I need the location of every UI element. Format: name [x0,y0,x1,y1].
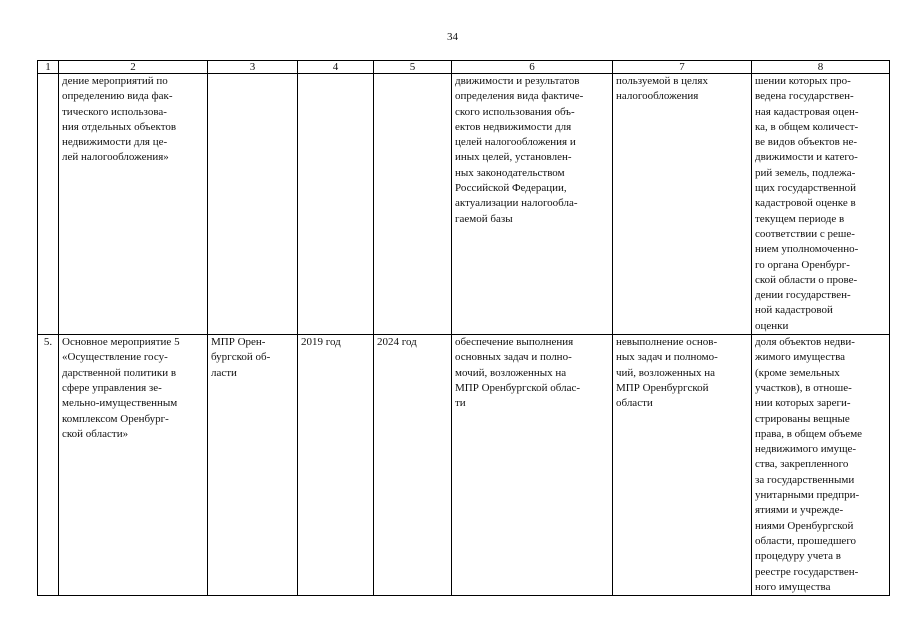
start-year-cell: 2019 год [298,335,374,596]
indicator-cell: доля объектов недви- жимого имущества (кроме земельных участков), в отноше- нии которых зареги- стрированы вещные права, в общем объеме недвижимого имуще- ства, закрепленного за государственными унитарными предпри- ятиями и учрежде- ниями Оренбургской области, прошедшего процедуру учета в реестре государствен- ного имущества [752,335,890,596]
column-header-2: 2 [59,61,208,74]
column-header-7: 7 [613,61,752,74]
header-row [38,61,890,74]
indicator-cell: шении которых про- ведена государствен- ная кадастровая оцен- ка, в общем количест- ве видов объектов не- движимости и катего- рий земель, подлежа- щих государственной кадастровой оценке в текущем периоде в соответствии с реше- нием уполномоченно- го органа Оренбург- ской области о прове- дении государствен- ной кадастровой оценки [752,74,890,335]
page-number: 34 [447,31,458,43]
measure-name-cell: дение мероприятий по определению вида фак- тического использова- ния отдельных объектов недвижимости для це- лей налогообложения» [59,74,208,335]
end-year-cell: 2024 год [374,335,452,596]
column-header-8: 8 [752,61,890,74]
executor-cell: МПР Орен- бургской об- ласти [208,335,298,596]
consequence-cell: пользуемой в целях налогообложения [613,74,752,335]
table-row [38,74,890,335]
table-row [38,335,890,596]
expected-result-cell: движимости и результатов определения вида фактиче- ского использования объ- ектов недвижимости для целей налогообложения и иных целей, установлен- ных законодательством Российской Федерации, актуализации налогообла- гаемой базы [452,74,613,335]
row-number-cell [38,74,59,335]
column-header-1: 1 [38,61,59,74]
column-header-3: 3 [208,61,298,74]
end-year-cell [374,74,452,335]
column-header-5: 5 [374,61,452,74]
row-number-cell: 5. [38,335,59,596]
measures-table [37,60,890,596]
table-header [38,61,890,74]
measure-name-cell: Основное мероприятие 5 «Осуществление госу- дарственной политики в сфере управления зе- мельно-имущественным комплексом Оренбург- ской области» [59,335,208,596]
column-header-6: 6 [452,61,613,74]
executor-cell [208,74,298,335]
start-year-cell [298,74,374,335]
consequence-cell: невыполнение основ- ных задач и полномо- чий, возложенных на МПР Оренбургской области [613,335,752,596]
expected-result-cell: обеспечение выполнения основных задач и полно- мочий, возложенных на МПР Оренбургской облас- ти [452,335,613,596]
column-header-4: 4 [298,61,374,74]
